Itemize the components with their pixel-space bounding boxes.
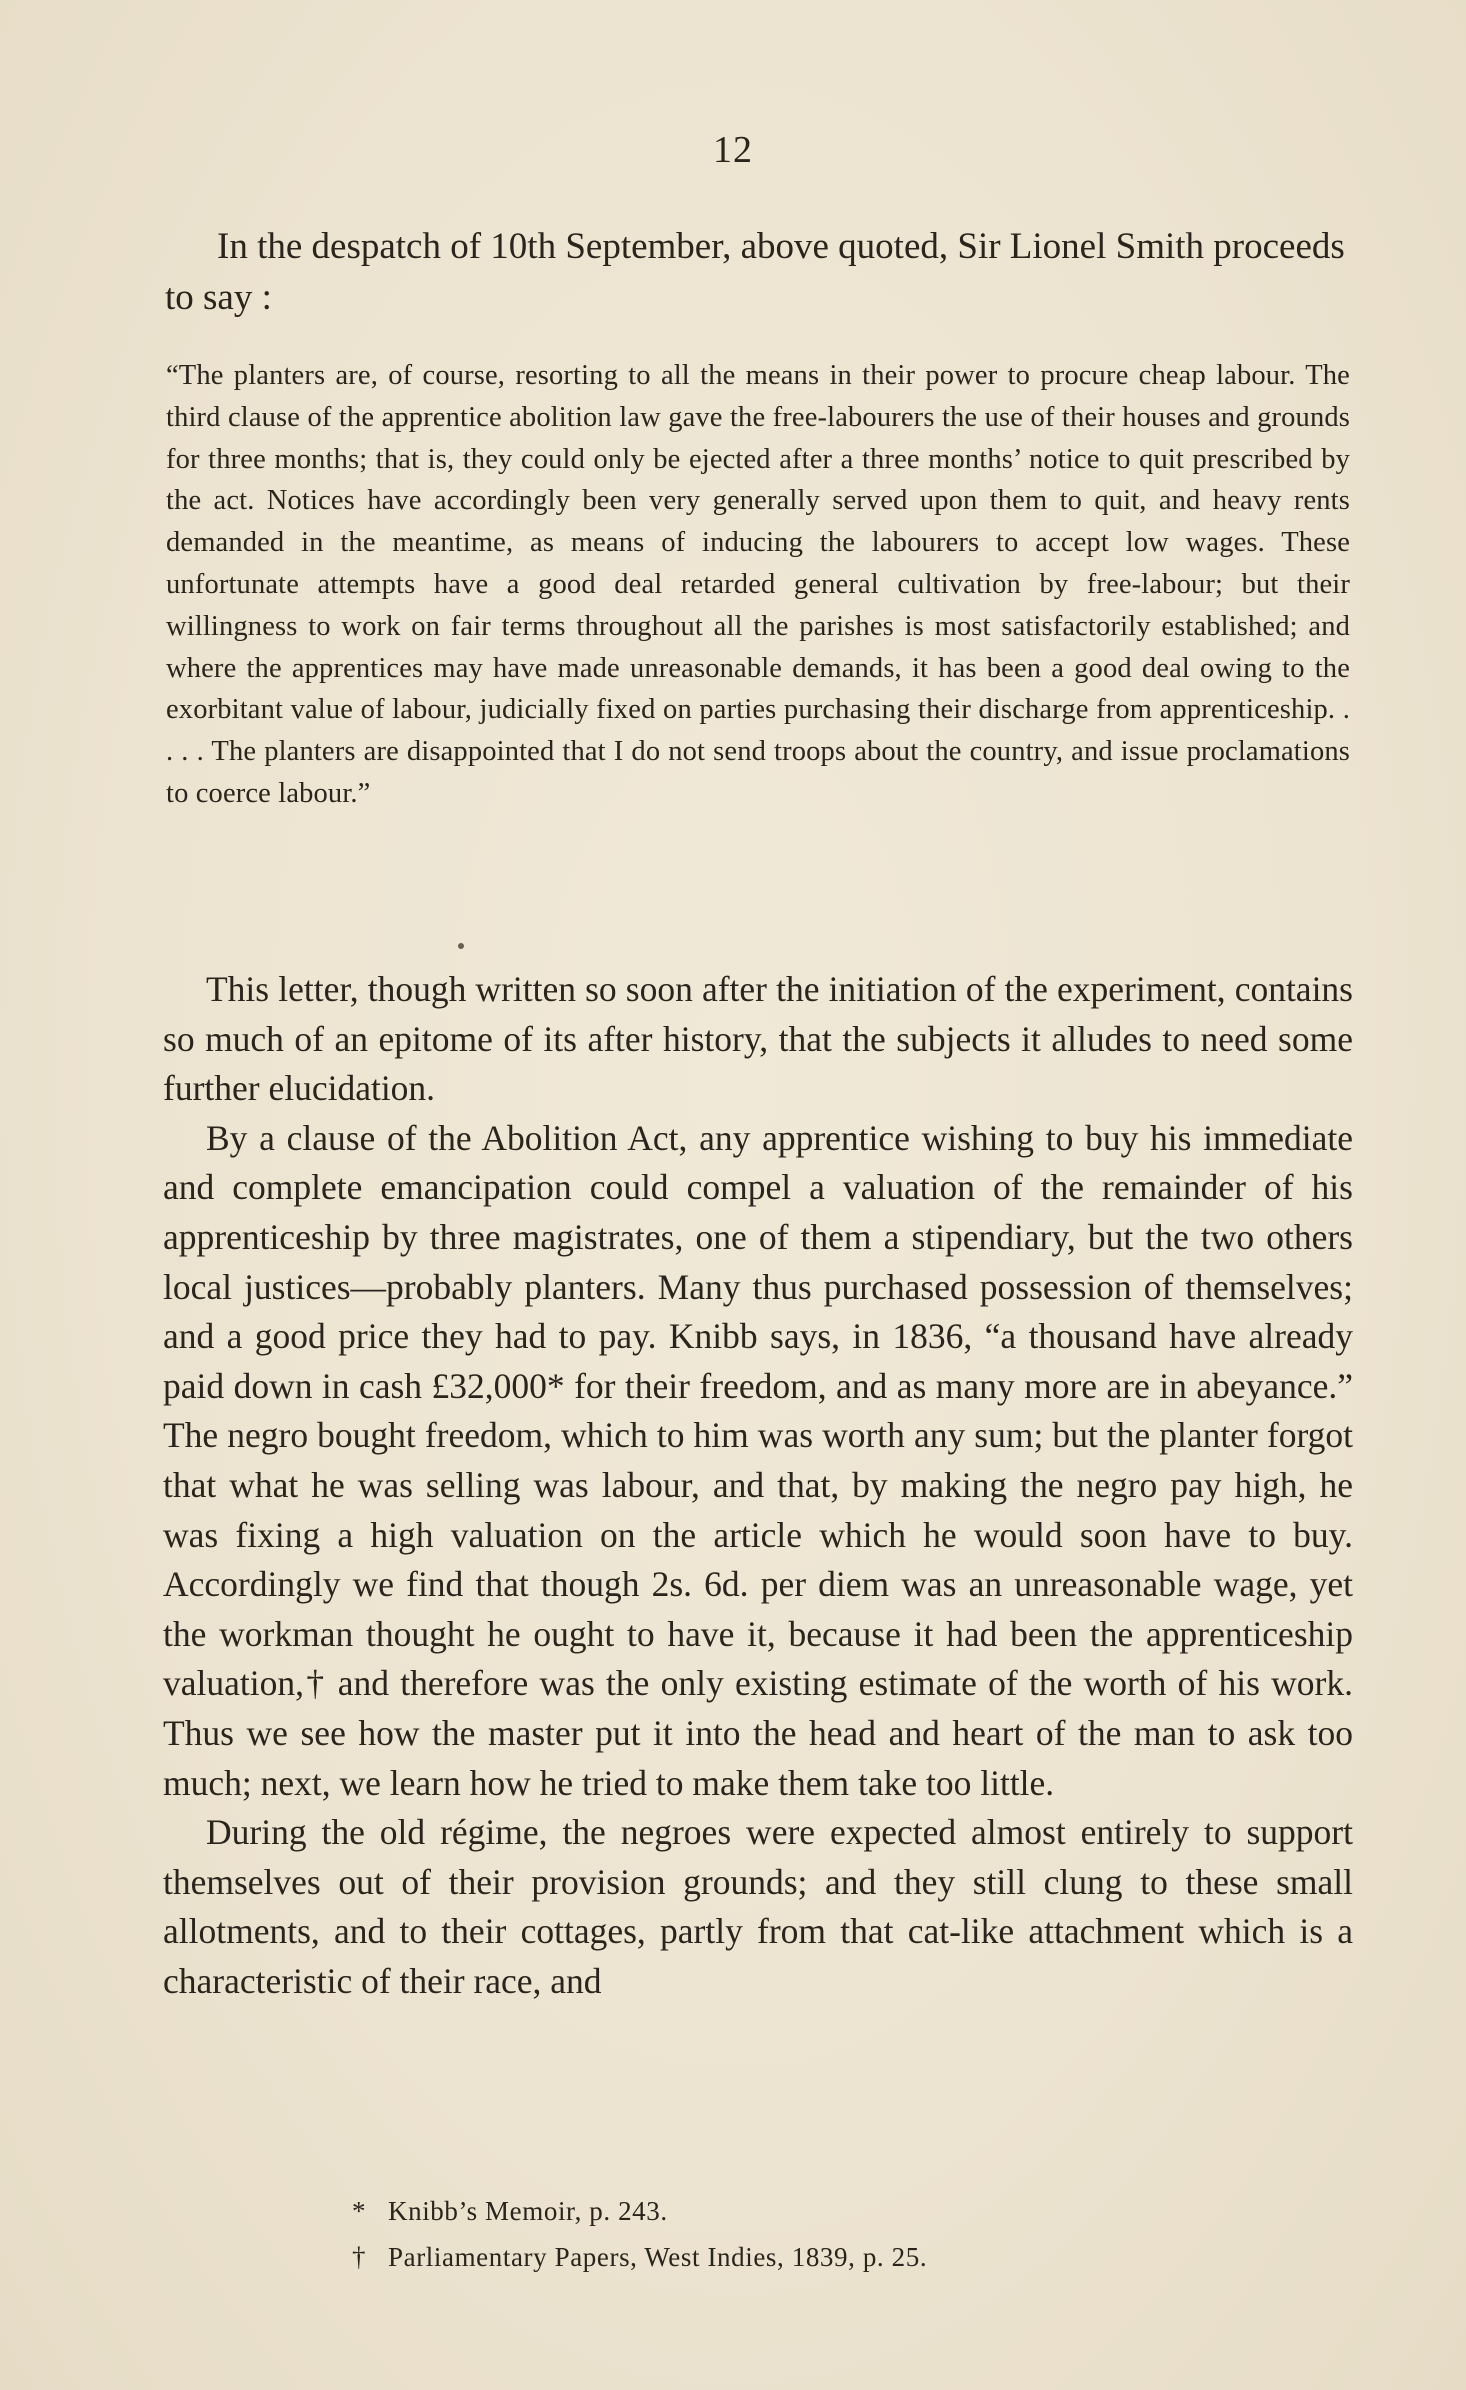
quote-paragraph: “The planters are, of course, resorting to all the means in their power to procure cheap labour. The third clause of the apprentice abolition law gave the free-labourers the use of their houses and grounds for three months; that is, they could only be ejected after a three months’ notice to quit prescribed by the act. Notices have accordingly been very generally served upon them to quit, and heavy rents demanded in the meantime, as means of inducing the labourers to accept low wages. These unfortunate attempts have a good deal retarded general cultivation by free-labour; but their willingness to work on fair terms throughout all the parishes is most satisfactorily established; and where the apprentices may have made unreasonable demands, it has been a good deal owing to the exorbitant value of labour, judicially fixed on parties purchasing their discharge from apprenticeship. . . . . The planters are disappointed that I do not send troops about the country, and issue proclamations to coerce labour.” (166, 360, 1350, 809)
paragraph-abolition-act: By a clause of the Abolition Act, any apprentice wishing to buy his immediate and complete emancipation could compel a valuation of the remainder of his apprenticeship by three magistrates, one of them a stipendiary, but the two others local justices—probably planters. Many thus purchased possession of themselves; and a good price they had to pay. Knibb says, in 1836, “a thousand have already paid down in cash £32,000* for their freedom, and as many more are in abeyance.” The negro bought freedom, which to him was worth any sum; but the planter forgot that what he was selling was labour, and that, by making the negro pay high, he was fixing a high valuation on the article which he would soon have to buy. Accordingly we find that though 2s. 6d. per diem was an unreasonable wage, yet the workman thought he ought to have it, because it had been the apprenticeship valuation,† and therefore was the only existing estimate of the worth of his work. Thus we see how the master put it into the head and heart of the man to ask too much; next, we learn how he tried to make them take too little. (163, 1117, 1353, 1803)
paragraph-letter-epitome: This letter, though written so soon after the initiation of the experiment, contains so much of an epitome of its after history, that the subjects it alludes to need some further elucidation. (163, 969, 1353, 1109)
ink-speck (458, 943, 464, 949)
footnote-text: Parliamentary Papers, West Indies, 1839, p. 25. (388, 2242, 928, 2272)
footnote-text: Knibb’s Memoir, p. 243. (388, 2196, 668, 2226)
footnote-mark: * (352, 2196, 367, 2226)
paragraph-old-regime: During the old régime, the negroes were expected almost entirely to support themselves out of their provision grounds; and they still clung to these small allotments, and to their cottages, partly from that cat-like attachment which is a characteristic of their race, and (163, 1812, 1353, 2001)
footnotes (352, 2188, 1252, 2280)
page-number: 12 (713, 129, 753, 171)
footnote (352, 2234, 1252, 2280)
footnote-mark: † (352, 2242, 367, 2272)
quoted-despatch (166, 355, 1350, 815)
main-text (163, 965, 1353, 2006)
footnote (352, 2188, 1252, 2234)
intro-paragraph: In the despatch of 10th September, above quoted, Sir Lionel Smith proceeds to say : (165, 226, 1345, 318)
intro-paragraph-block (165, 221, 1351, 323)
